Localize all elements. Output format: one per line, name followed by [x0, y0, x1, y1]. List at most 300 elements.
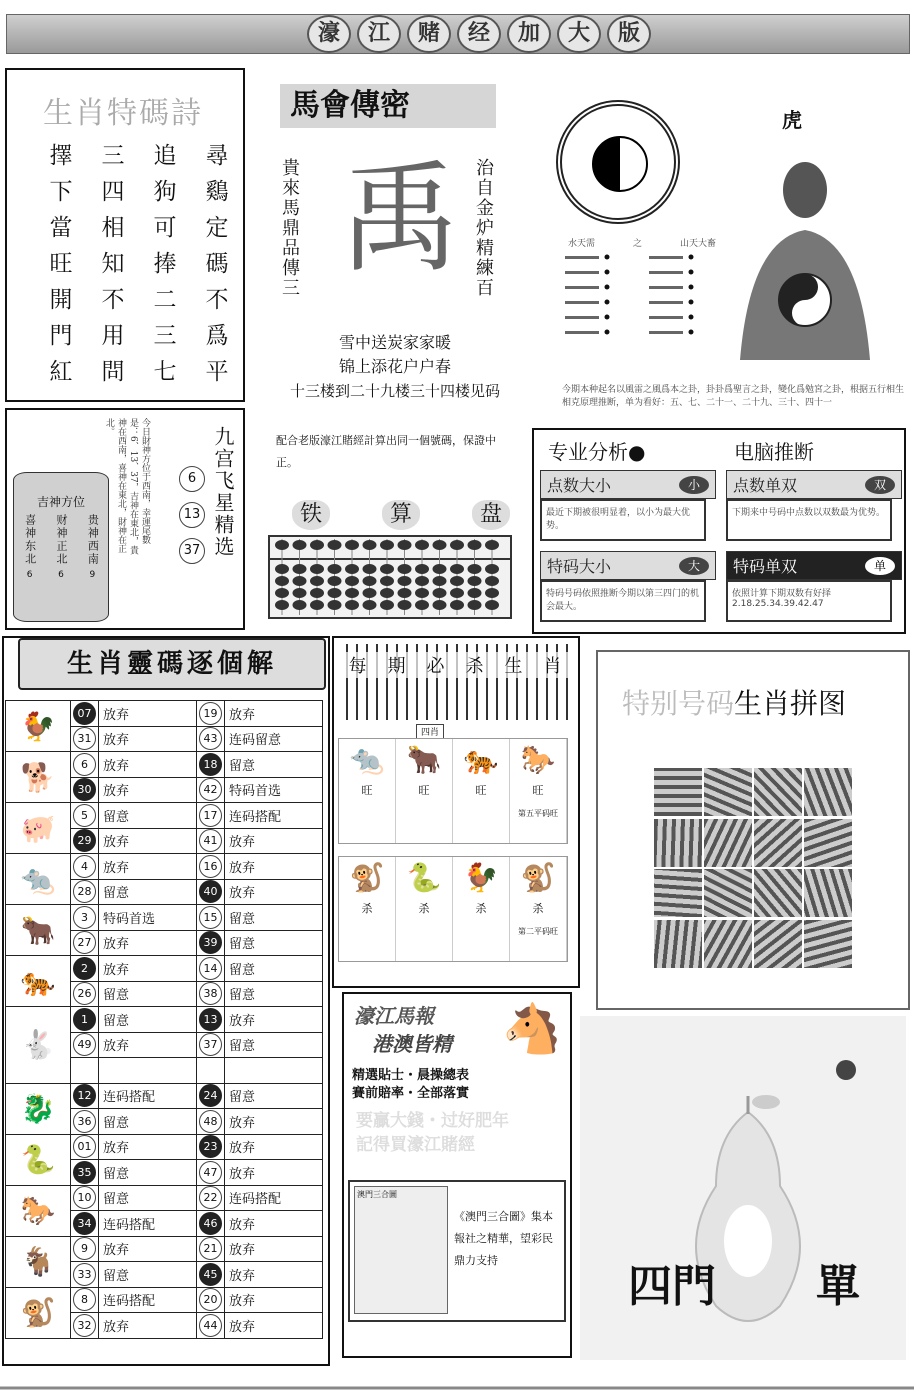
zodiac-number-cell — [71, 1313, 99, 1339]
hexagram-dot — [605, 270, 610, 275]
zodiac-number-cell — [197, 1134, 225, 1160]
abacus-bead — [328, 576, 342, 586]
monkey-icon — [6, 1287, 71, 1338]
hexagram-dot — [605, 330, 610, 335]
abacus-bead — [275, 540, 289, 550]
kill-label: 杀 — [361, 902, 373, 915]
abacus-bead — [485, 588, 499, 598]
abacus-bead — [433, 600, 447, 610]
zodiac-row — [6, 1185, 323, 1211]
zodiac-number: 8 — [73, 1288, 96, 1311]
zodiac-number: 39 — [199, 931, 222, 954]
zodiac-number: 9 — [73, 1237, 96, 1260]
kill-label: 杀 — [475, 902, 487, 915]
zodiac-advice: 留意 — [225, 1083, 323, 1109]
hexagram-line — [649, 316, 683, 319]
kill-cell — [453, 739, 510, 843]
zodiac-advice: 留意 — [225, 956, 323, 982]
puzzle-tile — [754, 819, 802, 867]
kill-label: 旺 — [532, 784, 544, 797]
zodiac-number: 46 — [199, 1212, 222, 1235]
zodiac-number-cell — [197, 956, 225, 982]
zodiac-advice: 放弃 — [99, 930, 197, 956]
zodiac-number-cell — [71, 1236, 99, 1262]
abacus-bead — [398, 540, 412, 550]
mahui-note: 配合老版濠江賭經計算出同一個號碼，保證中正。 — [276, 434, 496, 469]
zodiac-table — [5, 700, 323, 1339]
poem-char: 四 — [101, 179, 125, 205]
zodiac-number-cell — [71, 803, 99, 829]
zodiac-number: 42 — [199, 778, 222, 801]
zodiac-number: 47 — [199, 1161, 222, 1184]
zodiac-advice: 放弃 — [225, 701, 323, 727]
poem-char: 當 — [49, 215, 73, 241]
puzzle-title — [622, 682, 846, 722]
zodiac-number: 17 — [199, 804, 222, 827]
poem-grid — [35, 142, 243, 386]
zodiac-number: 36 — [73, 1110, 96, 1133]
zodiac-advice: 留意 — [99, 879, 197, 905]
puzzle-tile — [704, 819, 752, 867]
analysis-header-right: 电脑推断 — [734, 440, 814, 464]
poem-char: 問 — [101, 359, 125, 385]
analysis-card — [540, 551, 716, 622]
zodiac-advice: 放弃 — [225, 1160, 323, 1186]
zodiac-row — [6, 854, 323, 880]
hexagram-dot — [689, 270, 694, 275]
mahui-left-vertical: 貴來馬鼎品傳三 — [279, 158, 300, 298]
zodiac-advice: 放弃 — [225, 854, 323, 880]
zodiac-advice: 留意 — [225, 752, 323, 778]
zodiac-number: 15 — [199, 906, 222, 929]
puzzle-tile — [754, 920, 802, 968]
abacus-bead — [328, 564, 342, 574]
zodiac-number-cell — [71, 701, 99, 727]
zodiac-advice: 留意 — [225, 1032, 323, 1058]
puzzle-tile — [704, 768, 752, 816]
tiger-label: 虎 — [782, 108, 802, 132]
empty-cell — [197, 1058, 225, 1084]
abacus-bead — [275, 588, 289, 598]
horse-icon — [6, 1185, 71, 1236]
hexagram-line — [649, 271, 683, 274]
mahui-line2: 锦上添花户户春 — [338, 357, 451, 376]
jade-label: 盘 — [472, 500, 510, 530]
puzzle-tile — [754, 869, 802, 917]
abacus-bead — [485, 600, 499, 610]
animal-glyph: 🐅 — [20, 964, 56, 998]
kill-animal-icon: 🐅 — [463, 743, 499, 776]
zodiac-row — [6, 956, 323, 982]
zodiac-number-cell — [71, 726, 99, 752]
pear-panel — [580, 1016, 906, 1360]
zodiac-number: 2 — [73, 957, 96, 980]
kill-cell — [396, 857, 453, 961]
zodiac-advice: 放弃 — [225, 1007, 323, 1033]
zodiac-advice: 放弃 — [225, 1313, 323, 1339]
puzzle-tile — [804, 869, 852, 917]
poem-char: 爲 — [205, 323, 229, 349]
zodiac-number: 37 — [199, 1033, 222, 1056]
zodiac-advice: 留意 — [225, 981, 323, 1007]
zodiac-advice: 放弃 — [225, 1134, 323, 1160]
puzzle-tile — [654, 768, 702, 816]
abacus-bead — [415, 564, 429, 574]
abacus-bead — [363, 564, 377, 574]
poem-char: 開 — [49, 287, 73, 313]
jade-labels — [292, 500, 510, 530]
horse-head-icon: 🐴 — [502, 1001, 562, 1057]
abacus-bead — [415, 576, 429, 586]
poem-char: 追 — [153, 143, 177, 169]
zodiac-number-cell — [71, 1211, 99, 1237]
analysis-header-left: 专业分析● — [548, 440, 646, 464]
zodiac-number-cell — [197, 930, 225, 956]
poem-char: 不 — [205, 287, 229, 313]
abacus-bead — [468, 588, 482, 598]
zodiac-row — [6, 905, 323, 931]
zodiac-number: 43 — [199, 727, 222, 750]
can-label: 喜神东北 — [23, 514, 37, 566]
banner-char: 濠 — [307, 15, 351, 53]
zodiac-number: 18 — [199, 753, 222, 776]
zodiac-number-cell — [71, 752, 99, 778]
poem-char: 紅 — [49, 359, 73, 385]
animal-glyph: 🐉 — [20, 1092, 56, 1125]
poem-char: 碼 — [205, 251, 229, 277]
kill-label: 旺 — [361, 784, 373, 797]
kill-cell — [396, 739, 453, 843]
zodiac-number: 27 — [73, 931, 96, 954]
jiugong-box — [5, 408, 245, 630]
poem-char: 門 — [49, 323, 73, 349]
abacus-bead — [398, 564, 412, 574]
kill-header — [338, 644, 572, 720]
abacus-bead — [380, 576, 394, 586]
zodiac-number-cell — [71, 1083, 99, 1109]
hexagram-line — [649, 286, 683, 289]
poem-char: 平 — [205, 359, 229, 385]
puzzle-tile — [804, 819, 852, 867]
zodiac-number: 21 — [199, 1237, 222, 1260]
zodiac-advice: 放弃 — [99, 854, 197, 880]
news-faded1: 要贏大錢・过好肥年 — [356, 1111, 509, 1131]
lucky-number: 6 — [179, 466, 205, 492]
zodiac-advice: 连码搭配 — [225, 1185, 323, 1211]
zodiac-advice: 放弃 — [225, 1109, 323, 1135]
top-banner — [6, 14, 910, 54]
abacus-bead — [433, 576, 447, 586]
hexagram-dot — [689, 255, 694, 260]
kill-panel — [332, 636, 580, 988]
zodiac-number: 19 — [199, 702, 222, 725]
zodiac-number: 24 — [199, 1084, 222, 1107]
abacus-bead — [293, 576, 307, 586]
zodiac-advice: 连码搭配 — [99, 1211, 197, 1237]
zodiac-number: 5 — [73, 804, 96, 827]
puzzle-tile — [654, 920, 702, 968]
kill-header-chars: 每 期 必 杀 生 肖 — [338, 652, 572, 678]
zodiac-number-cell — [197, 803, 225, 829]
abacus-bead — [345, 576, 359, 586]
kill-label: 杀 — [418, 902, 430, 915]
abacus-bead — [398, 576, 412, 586]
kill-cell — [339, 739, 396, 843]
abacus-bead — [433, 540, 447, 550]
news-inner-label: 澳門三合圖 — [357, 1190, 397, 1199]
abacus-image — [268, 535, 512, 619]
zodiac-row — [6, 1083, 323, 1109]
poem-char: 三 — [153, 323, 177, 349]
abacus-bead — [345, 588, 359, 598]
poem-char: 相 — [101, 215, 125, 241]
kill-row — [338, 856, 568, 962]
zodiac-advice: 放弃 — [99, 726, 197, 752]
pear-left-text: 四門 — [628, 1261, 716, 1312]
hexagram-line — [565, 271, 599, 274]
kill-grid — [338, 738, 568, 962]
poem-char: 狗 — [153, 179, 177, 205]
zodiac-number: 4 — [73, 855, 96, 878]
zodiac-number-cell — [197, 1236, 225, 1262]
abacus-bead — [328, 540, 342, 550]
news-inner-image — [354, 1186, 448, 1314]
zodiac-number: 12 — [73, 1084, 96, 1107]
puzzle-tile — [704, 920, 752, 968]
news-line1: 精選貼士・晨操總表 — [352, 1068, 470, 1083]
zodiac-advice: 放弃 — [99, 1032, 197, 1058]
banner-char: 江 — [357, 15, 401, 53]
rat-icon — [6, 854, 71, 905]
zodiac-number: 30 — [73, 778, 96, 801]
puzzle-tile — [804, 768, 852, 816]
hexagram-line — [565, 256, 599, 259]
zodiac-number-cell — [71, 930, 99, 956]
poem-char: 旺 — [49, 251, 73, 277]
abacus-bead — [328, 588, 342, 598]
kill-cell — [453, 857, 510, 961]
dragon-icon — [6, 1083, 71, 1134]
abacus-bead — [275, 600, 289, 610]
zodiac-advice: 留意 — [99, 1185, 197, 1211]
abacus-bead — [468, 576, 482, 586]
zodiac-advice: 放弃 — [99, 828, 197, 854]
puzzle-title-main: 生肖拼图 — [734, 687, 847, 720]
zodiac-number-cell — [197, 1287, 225, 1313]
empty-cell — [225, 1058, 323, 1084]
puzzle-tile — [654, 869, 702, 917]
zodiac-advice: 放弃 — [99, 701, 197, 727]
zodiac-number: 23 — [199, 1135, 222, 1158]
animal-glyph: 🐍 — [20, 1143, 56, 1176]
abacus-bead — [380, 588, 394, 598]
zodiac-number: 26 — [73, 982, 96, 1005]
zodiac-number: 13 — [199, 1008, 222, 1031]
kill-animal-icon: 🐀 — [349, 743, 385, 776]
abacus-bead — [310, 576, 324, 586]
kill-cell — [339, 857, 396, 961]
zodiac-number-cell — [197, 854, 225, 880]
zodiac-advice: 放弃 — [225, 1287, 323, 1313]
kill-label: 杀 — [532, 902, 544, 915]
puzzle-tile — [754, 768, 802, 816]
analysis-card-header — [726, 470, 902, 499]
abacus-bead — [363, 600, 377, 610]
poem-char: 定 — [205, 215, 229, 241]
zodiac-number-cell — [71, 828, 99, 854]
emperor-figure — [700, 130, 910, 370]
abacus-bead — [415, 600, 429, 610]
zodiac-row — [6, 1134, 323, 1160]
zodiac-number-cell — [197, 752, 225, 778]
zodiac-number: 32 — [73, 1314, 96, 1337]
banner-char: 加 — [507, 15, 551, 53]
hexagram-line — [565, 316, 599, 319]
pear-right-text: 單 — [816, 1261, 860, 1312]
jade-label: 算 — [382, 500, 420, 530]
news-inner — [348, 1180, 566, 1322]
animal-glyph: 🐖 — [20, 811, 56, 845]
kill-spacer — [338, 844, 568, 856]
hexagram-lines — [565, 250, 715, 350]
analysis-tag: 双 — [865, 476, 895, 494]
ox-icon — [6, 905, 71, 956]
abacus-bead — [468, 600, 482, 610]
tiger-icon — [6, 956, 71, 1007]
animal-glyph: 🐐 — [20, 1245, 56, 1278]
abacus-bead — [363, 576, 377, 586]
zodiac-row — [6, 1236, 323, 1262]
zodiac-advice: 连码搭配 — [225, 803, 323, 829]
puzzle-tile — [804, 920, 852, 968]
can-title: 吉神方位 — [36, 495, 85, 509]
zodiac-advice: 留意 — [99, 1160, 197, 1186]
analysis-grid — [540, 470, 902, 622]
abacus-bead — [398, 600, 412, 610]
kill-cell — [510, 857, 567, 961]
zodiac-number: 07 — [73, 702, 96, 725]
zodiac-number: 35 — [73, 1161, 96, 1184]
hexagram-dot — [605, 255, 610, 260]
analysis-label: 特码大小 — [547, 557, 612, 576]
pig-icon — [6, 803, 71, 854]
hexagram-labels: 水天需 之 山天大畜 — [568, 239, 717, 249]
empty-cell — [99, 1058, 197, 1084]
zodiac-number-cell — [71, 1109, 99, 1135]
zodiac-number-cell — [71, 1287, 99, 1313]
lucky-number: 37 — [179, 538, 205, 564]
zodiac-advice: 连码搭配 — [99, 1083, 197, 1109]
zodiac-number-cell — [71, 1007, 99, 1033]
zodiac-advice: 连码留意 — [225, 726, 323, 752]
abacus-bead — [293, 600, 307, 610]
kill-animal-icon: 🐂 — [406, 743, 442, 776]
poem-char: 捧 — [153, 251, 177, 277]
kill-note: 第二平码旺 — [518, 927, 558, 936]
zodiac-row — [6, 701, 323, 727]
jade-label: 铁 — [292, 500, 330, 530]
zodiac-panel-title: 生肖靈碼逐個解 — [18, 638, 326, 690]
zodiac-advice: 放弃 — [225, 879, 323, 905]
analysis-card — [726, 470, 902, 541]
zodiac-advice: 放弃 — [225, 1211, 323, 1237]
news-faded2: 記得買濠江賭經 — [356, 1135, 475, 1155]
zodiac-advice: 留意 — [99, 803, 197, 829]
animal-glyph: 🐕 — [20, 760, 56, 794]
zodiac-number-cell — [197, 1185, 225, 1211]
poem-char: 鷄 — [205, 179, 229, 205]
jiugong-title: 九宫飞星精选 — [211, 426, 235, 558]
zodiac-number-cell — [71, 879, 99, 905]
zodiac-number: 44 — [199, 1314, 222, 1337]
zodiac-number-cell — [71, 777, 99, 803]
rabbit-icon — [6, 1007, 71, 1084]
zodiac-number-cell — [71, 981, 99, 1007]
can-number: 6 — [58, 570, 64, 580]
abacus-bead — [310, 588, 324, 598]
abacus-bead — [310, 600, 324, 610]
analysis-card-header — [540, 470, 716, 499]
hexagram-line — [649, 331, 683, 334]
abacus-bead — [293, 564, 307, 574]
news-line2: 賽前賠率・全部落實 — [352, 1086, 470, 1101]
poem-char: 不 — [101, 287, 125, 313]
hexagram-line — [565, 286, 599, 289]
abacus-bead — [293, 588, 307, 598]
hexagram-dot — [605, 300, 610, 305]
analysis-card — [726, 551, 902, 622]
poem-char: 二 — [153, 287, 177, 313]
zodiac-row — [6, 1007, 323, 1033]
jiugong-numbers — [179, 466, 205, 564]
banner-char: 大 — [557, 15, 601, 53]
zodiac-number: 45 — [199, 1263, 222, 1286]
zodiac-number: 48 — [199, 1110, 222, 1133]
hexagram-line — [649, 301, 683, 304]
poem-char: 七 — [153, 359, 177, 385]
abacus-bead — [485, 564, 499, 574]
dog-icon — [6, 752, 71, 803]
can-number: 9 — [89, 570, 96, 580]
hexagram-dot — [689, 300, 694, 305]
zodiac-number: 01 — [73, 1135, 96, 1158]
abacus-bead — [398, 588, 412, 598]
mahui-line3: 十三楼到二十九楼三十四楼见码 — [289, 382, 500, 400]
zodiac-advice: 放弃 — [225, 1236, 323, 1262]
mahui-line1: 雪中送炭家家暖 — [338, 333, 451, 352]
zodiac-number: 1 — [73, 1008, 96, 1031]
poem-char: 可 — [153, 215, 177, 241]
hexagram-dot — [689, 315, 694, 320]
zodiac-number-cell — [197, 1007, 225, 1033]
abacus-bead — [345, 564, 359, 574]
zodiac-number-cell — [197, 1211, 225, 1237]
poem-char: 尋 — [205, 143, 229, 169]
kill-animal-icon: 🐒 — [520, 861, 556, 894]
kill-note: 第五平码旺 — [518, 809, 558, 818]
zodiac-number: 20 — [199, 1288, 222, 1311]
zodiac-advice: 留意 — [99, 1109, 197, 1135]
analysis-label: 点数单双 — [733, 476, 798, 495]
zodiac-number-cell — [71, 854, 99, 880]
zodiac-number-cell — [197, 879, 225, 905]
zodiac-number-cell — [71, 1160, 99, 1186]
zodiac-number: 31 — [73, 727, 96, 750]
zodiac-number: 16 — [199, 855, 222, 878]
zodiac-number-cell — [197, 726, 225, 752]
zodiac-number-cell — [197, 701, 225, 727]
zodiac-number-cell — [197, 1160, 225, 1186]
